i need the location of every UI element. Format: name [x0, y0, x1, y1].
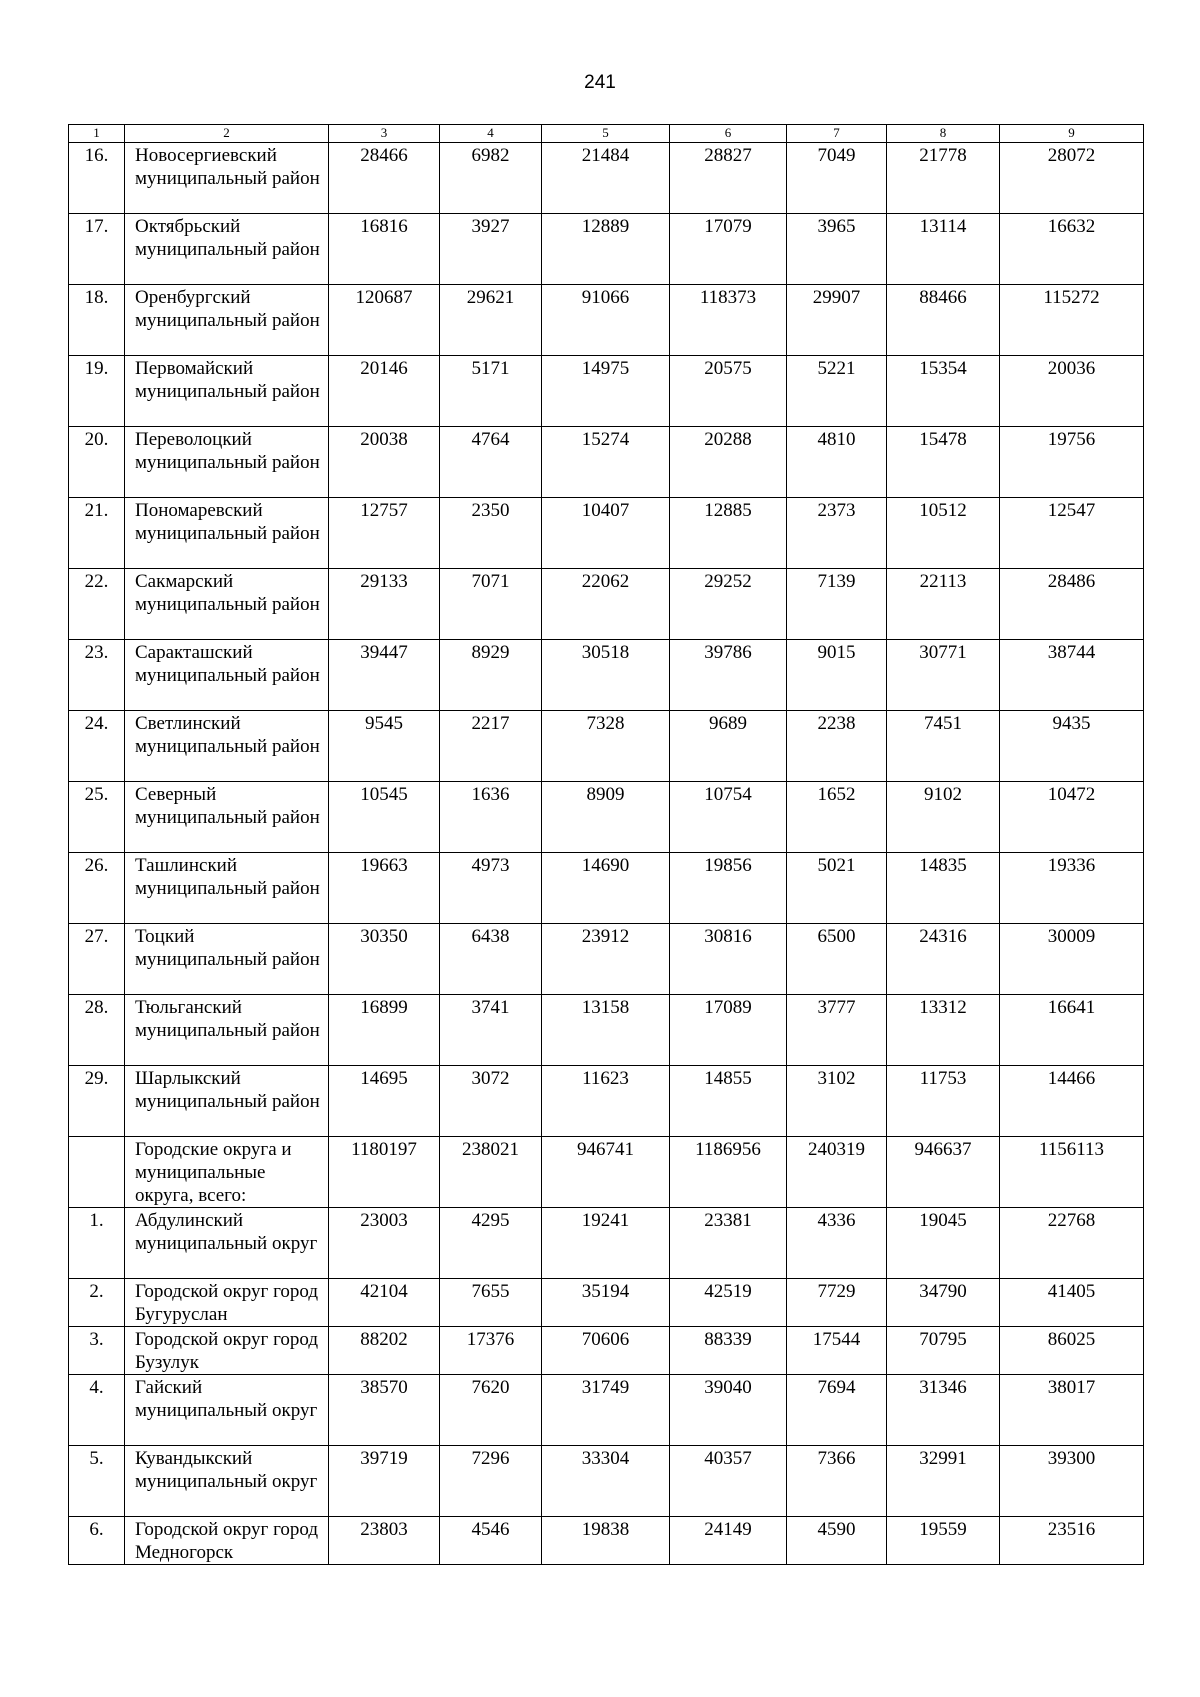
cell-value: 29907 [787, 285, 887, 356]
cell-value: 38570 [329, 1375, 440, 1446]
cell-value: 30518 [542, 640, 670, 711]
cell-value: 10407 [542, 498, 670, 569]
row-number: 28. [69, 995, 125, 1066]
cell-value: 28466 [329, 143, 440, 214]
column-header: 1 [69, 125, 125, 143]
cell-value: 4295 [440, 1208, 542, 1279]
cell-value: 19045 [887, 1208, 1000, 1279]
cell-value: 30350 [329, 924, 440, 995]
cell-value: 14975 [542, 356, 670, 427]
row-number: 25. [69, 782, 125, 853]
cell-value: 7366 [787, 1446, 887, 1517]
row-number: 1. [69, 1208, 125, 1279]
cell-value: 19241 [542, 1208, 670, 1279]
cell-value: 15354 [887, 356, 1000, 427]
column-header: 7 [787, 125, 887, 143]
cell-value: 17544 [787, 1327, 887, 1375]
cell-value: 2238 [787, 711, 887, 782]
cell-value: 42104 [329, 1279, 440, 1327]
cell-value: 16816 [329, 214, 440, 285]
cell-value: 7451 [887, 711, 1000, 782]
cell-value: 30009 [1000, 924, 1144, 995]
cell-value: 28072 [1000, 143, 1144, 214]
cell-value: 42519 [670, 1279, 787, 1327]
column-header: 9 [1000, 125, 1144, 143]
table-row [69, 356, 1144, 427]
column-header: 2 [125, 125, 329, 143]
cell-value: 70795 [887, 1327, 1000, 1375]
cell-value: 9545 [329, 711, 440, 782]
cell-value: 10512 [887, 498, 1000, 569]
row-number: 17. [69, 214, 125, 285]
cell-value: 3072 [440, 1066, 542, 1137]
row-number: 5. [69, 1446, 125, 1517]
table-row [69, 995, 1144, 1066]
column-header: 5 [542, 125, 670, 143]
cell-value: 14690 [542, 853, 670, 924]
cell-value: 13158 [542, 995, 670, 1066]
cell-value: 28486 [1000, 569, 1144, 640]
row-number: 6. [69, 1517, 125, 1565]
table-row [69, 427, 1144, 498]
row-number: 20. [69, 427, 125, 498]
cell-value: 14466 [1000, 1066, 1144, 1137]
cell-value: 30816 [670, 924, 787, 995]
row-name: Ташлинский муниципальный район [125, 853, 329, 924]
cell-value: 23803 [329, 1517, 440, 1565]
cell-value: 5171 [440, 356, 542, 427]
cell-value: 118373 [670, 285, 787, 356]
cell-value: 4546 [440, 1517, 542, 1565]
cell-value: 86025 [1000, 1327, 1144, 1375]
cell-value: 7139 [787, 569, 887, 640]
cell-value: 39719 [329, 1446, 440, 1517]
cell-value: 3965 [787, 214, 887, 285]
cell-value: 20038 [329, 427, 440, 498]
row-name: Светлинский муниципальный район [125, 711, 329, 782]
cell-value: 115272 [1000, 285, 1144, 356]
cell-value: 10545 [329, 782, 440, 853]
column-header: 6 [670, 125, 787, 143]
cell-value: 38744 [1000, 640, 1144, 711]
cell-value: 20288 [670, 427, 787, 498]
cell-value: 946637 [887, 1137, 1000, 1208]
row-name: Кувандыкский муниципальный округ [125, 1446, 329, 1517]
cell-value: 17376 [440, 1327, 542, 1375]
cell-value: 6500 [787, 924, 887, 995]
row-number: 24. [69, 711, 125, 782]
column-header: 3 [329, 125, 440, 143]
cell-value: 3927 [440, 214, 542, 285]
cell-value: 88466 [887, 285, 1000, 356]
cell-value: 9102 [887, 782, 1000, 853]
table-header-row [69, 125, 1144, 143]
table-row [69, 853, 1144, 924]
cell-value: 2373 [787, 498, 887, 569]
cell-value: 8929 [440, 640, 542, 711]
table-body [69, 125, 1144, 1565]
cell-value: 29252 [670, 569, 787, 640]
cell-value: 39040 [670, 1375, 787, 1446]
cell-value: 7694 [787, 1375, 887, 1446]
cell-value: 9015 [787, 640, 887, 711]
cell-value: 10754 [670, 782, 787, 853]
column-header: 4 [440, 125, 542, 143]
cell-value: 24316 [887, 924, 1000, 995]
cell-value: 9435 [1000, 711, 1144, 782]
cell-value: 2350 [440, 498, 542, 569]
table-row [69, 640, 1144, 711]
cell-value: 19663 [329, 853, 440, 924]
table-row [69, 214, 1144, 285]
cell-value: 30771 [887, 640, 1000, 711]
cell-value: 16632 [1000, 214, 1144, 285]
cell-value: 29133 [329, 569, 440, 640]
cell-value: 39786 [670, 640, 787, 711]
cell-value: 17089 [670, 995, 787, 1066]
cell-value: 12757 [329, 498, 440, 569]
cell-value: 21484 [542, 143, 670, 214]
cell-value: 88202 [329, 1327, 440, 1375]
cell-value: 3102 [787, 1066, 887, 1137]
cell-value: 14835 [887, 853, 1000, 924]
cell-value: 20146 [329, 356, 440, 427]
row-name: Городской округ город Медногорск [125, 1517, 329, 1565]
table-row [69, 1327, 1144, 1375]
cell-value: 19756 [1000, 427, 1144, 498]
cell-value: 35194 [542, 1279, 670, 1327]
data-table [68, 124, 1144, 1565]
table-row [69, 1375, 1144, 1446]
table-row [69, 498, 1144, 569]
cell-value: 240319 [787, 1137, 887, 1208]
row-number: 27. [69, 924, 125, 995]
cell-value: 70606 [542, 1327, 670, 1375]
row-number: 26. [69, 853, 125, 924]
row-name: Городской округ город Бузулук [125, 1327, 329, 1375]
row-name: Шарлыкский муниципальный район [125, 1066, 329, 1137]
cell-value: 6438 [440, 924, 542, 995]
cell-value: 88339 [670, 1327, 787, 1375]
cell-value: 38017 [1000, 1375, 1144, 1446]
cell-value: 5221 [787, 356, 887, 427]
cell-value: 7729 [787, 1279, 887, 1327]
row-name: Новосергиевский муниципальный район [125, 143, 329, 214]
cell-value: 19559 [887, 1517, 1000, 1565]
row-name: Оренбургский муниципальный район [125, 285, 329, 356]
cell-value: 12885 [670, 498, 787, 569]
cell-value: 19838 [542, 1517, 670, 1565]
cell-value: 16899 [329, 995, 440, 1066]
cell-value: 8909 [542, 782, 670, 853]
cell-value: 5021 [787, 853, 887, 924]
row-number: 22. [69, 569, 125, 640]
page-number: 241 [584, 72, 616, 93]
cell-value: 41405 [1000, 1279, 1144, 1327]
row-name: Саракташский муниципальный район [125, 640, 329, 711]
row-name: Тоцкий муниципальный район [125, 924, 329, 995]
cell-value: 946741 [542, 1137, 670, 1208]
cell-value: 20036 [1000, 356, 1144, 427]
cell-value: 6982 [440, 143, 542, 214]
cell-value: 29621 [440, 285, 542, 356]
cell-value: 7655 [440, 1279, 542, 1327]
table-row [69, 711, 1144, 782]
cell-value: 7049 [787, 143, 887, 214]
table-row [69, 1208, 1144, 1279]
cell-value: 23912 [542, 924, 670, 995]
cell-value: 13114 [887, 214, 1000, 285]
cell-value: 4336 [787, 1208, 887, 1279]
cell-value: 23381 [670, 1208, 787, 1279]
table-row [69, 782, 1144, 853]
table-row [69, 924, 1144, 995]
cell-value: 40357 [670, 1446, 787, 1517]
row-number: 18. [69, 285, 125, 356]
row-name: Тюльганский муниципальный район [125, 995, 329, 1066]
row-name: Северный муниципальный район [125, 782, 329, 853]
cell-value: 4973 [440, 853, 542, 924]
cell-value: 13312 [887, 995, 1000, 1066]
cell-value: 9689 [670, 711, 787, 782]
row-name: Сакмарский муниципальный район [125, 569, 329, 640]
row-number: 2. [69, 1279, 125, 1327]
row-name: Первомайский муниципальный район [125, 356, 329, 427]
cell-value: 1156113 [1000, 1137, 1144, 1208]
cell-value: 33304 [542, 1446, 670, 1517]
cell-value: 22062 [542, 569, 670, 640]
cell-value: 11623 [542, 1066, 670, 1137]
cell-value: 21778 [887, 143, 1000, 214]
cell-value: 12547 [1000, 498, 1144, 569]
cell-value: 15274 [542, 427, 670, 498]
table-row [69, 569, 1144, 640]
cell-value: 4764 [440, 427, 542, 498]
cell-value: 1652 [787, 782, 887, 853]
cell-value: 1180197 [329, 1137, 440, 1208]
row-number: 3. [69, 1327, 125, 1375]
cell-value: 7296 [440, 1446, 542, 1517]
cell-value: 12889 [542, 214, 670, 285]
cell-value: 91066 [542, 285, 670, 356]
table-row [69, 143, 1144, 214]
row-name: Городской округ город Бугуруслан [125, 1279, 329, 1327]
cell-value: 7071 [440, 569, 542, 640]
row-number: 29. [69, 1066, 125, 1137]
cell-value: 39300 [1000, 1446, 1144, 1517]
row-number: 19. [69, 356, 125, 427]
table-row [69, 1279, 1144, 1327]
row-name: Абдулинский муниципальный округ [125, 1208, 329, 1279]
cell-value: 24149 [670, 1517, 787, 1565]
row-number: 16. [69, 143, 125, 214]
table-row [69, 1066, 1144, 1137]
cell-value: 4810 [787, 427, 887, 498]
row-number [69, 1137, 125, 1208]
cell-value: 7328 [542, 711, 670, 782]
cell-value: 17079 [670, 214, 787, 285]
cell-value: 34790 [887, 1279, 1000, 1327]
cell-value: 23003 [329, 1208, 440, 1279]
cell-value: 3741 [440, 995, 542, 1066]
table-row [69, 1517, 1144, 1565]
row-number: 4. [69, 1375, 125, 1446]
row-name: Октябрьский муниципальный район [125, 214, 329, 285]
row-name: Городские округа и муниципальные округа, всего: [125, 1137, 329, 1208]
cell-value: 238021 [440, 1137, 542, 1208]
cell-value: 120687 [329, 285, 440, 356]
cell-value: 19336 [1000, 853, 1144, 924]
cell-value: 22768 [1000, 1208, 1144, 1279]
row-name: Переволоцкий муниципальный район [125, 427, 329, 498]
cell-value: 31346 [887, 1375, 1000, 1446]
table-row [69, 285, 1144, 356]
cell-value: 23516 [1000, 1517, 1144, 1565]
cell-value: 22113 [887, 569, 1000, 640]
cell-value: 1636 [440, 782, 542, 853]
cell-value: 14695 [329, 1066, 440, 1137]
row-number: 21. [69, 498, 125, 569]
cell-value: 2217 [440, 711, 542, 782]
cell-value: 16641 [1000, 995, 1144, 1066]
row-number: 23. [69, 640, 125, 711]
cell-value: 39447 [329, 640, 440, 711]
cell-value: 32991 [887, 1446, 1000, 1517]
cell-value: 3777 [787, 995, 887, 1066]
cell-value: 11753 [887, 1066, 1000, 1137]
cell-value: 4590 [787, 1517, 887, 1565]
cell-value: 7620 [440, 1375, 542, 1446]
row-name: Пономаревский муниципальный район [125, 498, 329, 569]
cell-value: 31749 [542, 1375, 670, 1446]
row-name: Гайский муниципальный округ [125, 1375, 329, 1446]
column-header: 8 [887, 125, 1000, 143]
cell-value: 20575 [670, 356, 787, 427]
cell-value: 28827 [670, 143, 787, 214]
cell-value: 14855 [670, 1066, 787, 1137]
cell-value: 1186956 [670, 1137, 787, 1208]
cell-value: 10472 [1000, 782, 1144, 853]
cell-value: 19856 [670, 853, 787, 924]
table-row [69, 1446, 1144, 1517]
table-row [69, 1137, 1144, 1208]
cell-value: 15478 [887, 427, 1000, 498]
